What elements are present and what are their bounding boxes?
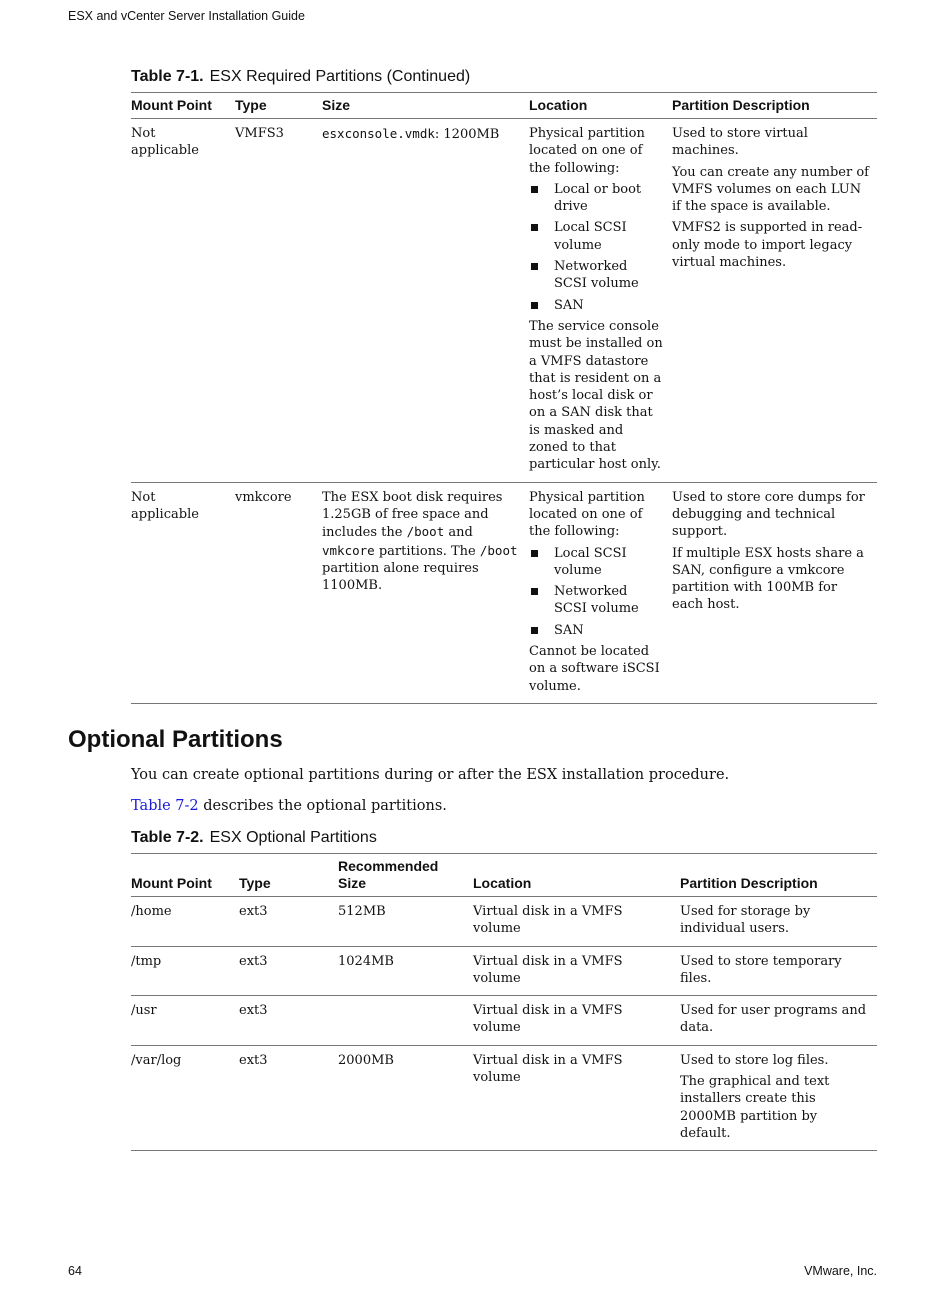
table-row (131, 482, 877, 703)
mount-point-cell: Not applicable (131, 482, 235, 703)
table-row (131, 897, 877, 947)
code-text: vmkcore (322, 542, 375, 558)
list-item: SAN (529, 297, 664, 314)
size-cell (338, 996, 473, 1046)
location-list (529, 181, 664, 314)
column-header: Location (529, 93, 672, 119)
location-intro: Physical partition located on one of the following: (529, 489, 645, 540)
column-header: Type (235, 93, 322, 119)
code-text: /boot (479, 542, 518, 558)
size-text: partition alone requires 1100MB. (322, 560, 479, 594)
column-header: Type (239, 854, 338, 897)
description-paragraph: Used to store log files. (680, 1052, 829, 1068)
size-cell: 1024MB (338, 946, 473, 996)
location-cell: Virtual disk in a VMFS volume (473, 1045, 680, 1150)
description-paragraph: Used to store virtual machines. (672, 126, 808, 159)
description-cell (680, 897, 877, 947)
list-item: Local or boot drive (529, 181, 664, 216)
list-item: Networked SCSI volume (529, 258, 664, 293)
type-cell: ext3 (239, 1045, 338, 1150)
running-header: ESX and vCenter Server Installation Guide (68, 9, 305, 23)
type-cell: ext3 (239, 996, 338, 1046)
size-cell: 2000MB (338, 1045, 473, 1150)
location-cell: Virtual disk in a VMFS volume (473, 897, 680, 947)
table2-title: ESX Optional Partitions (209, 829, 377, 846)
mount-point-cell: /var/log (131, 1045, 239, 1150)
description-cell (672, 482, 877, 703)
location-note: Cannot be located on a software iSCSI volume. (529, 644, 660, 694)
list-item: Local SCSI volume (529, 219, 664, 254)
body-paragraph: You can create optional partitions during or after the ESX installation procedure. (131, 767, 730, 783)
size-text: and (444, 525, 473, 541)
table1-label: Table 7-1. (131, 68, 204, 85)
location-cell: Virtual disk in a VMFS volume (473, 996, 680, 1046)
column-header: Location (473, 854, 680, 897)
location-cell (529, 119, 672, 483)
description-paragraph: Used for user programs and data. (680, 1003, 867, 1036)
column-header: Recommended Size (338, 854, 473, 897)
required-partitions-table (131, 92, 877, 704)
description-cell (680, 946, 877, 996)
location-cell: Virtual disk in a VMFS volume (473, 946, 680, 996)
code-text: /boot (406, 524, 445, 540)
location-note: The service console must be installed on a VMFS datastore that is resident on a host’s local disk or on a SAN disk that is masked and zoned to that particular host only. (529, 318, 663, 473)
type-cell: ext3 (239, 897, 338, 947)
description-paragraph: If multiple ESX hosts share a SAN, configure a vmkcore partition with 100MB for each host. (672, 545, 864, 613)
column-header: Partition Description (680, 854, 877, 897)
description-cell (672, 119, 877, 483)
size-cell (322, 482, 529, 703)
size-cell: 512MB (338, 897, 473, 947)
description-paragraph: The graphical and text installers create this 2000MB partition by default. (680, 1074, 830, 1141)
column-header: Mount Point (131, 854, 239, 897)
table-row (131, 946, 877, 996)
column-header: Mount Point (131, 93, 235, 119)
table-header-row (131, 854, 877, 897)
type-cell: vmkcore (235, 482, 322, 703)
description-cell (680, 1045, 877, 1150)
description-paragraph: Used for storage by individual users. (680, 904, 811, 937)
list-item: SAN (529, 622, 664, 639)
size-text: partitions. The (374, 543, 480, 559)
list-item: Local SCSI volume (529, 545, 664, 580)
location-list (529, 545, 664, 639)
location-cell (529, 482, 672, 703)
mount-point-cell: /home (131, 897, 239, 947)
table2-label: Table 7-2. (131, 829, 204, 846)
table1-title: ESX Required Partitions (Continued) (209, 68, 471, 85)
body-paragraph (131, 798, 447, 814)
type-cell: ext3 (239, 946, 338, 996)
table1-caption (131, 68, 470, 86)
description-paragraph: Used to store core dumps for debugging and technical support. (672, 489, 865, 540)
table-header-row (131, 93, 877, 119)
description-paragraph: Used to store temporary files. (680, 953, 842, 986)
table-row (131, 1045, 877, 1150)
column-header: Size (322, 93, 529, 119)
description-cell (680, 996, 877, 1046)
table-row (131, 119, 877, 483)
table-row (131, 996, 877, 1046)
code-text: esxconsole.vmdk (322, 126, 435, 141)
mount-point-cell: Not applicable (131, 119, 235, 483)
size-cell (322, 119, 529, 483)
location-intro: Physical partition located on one of the following: (529, 126, 645, 176)
page-number: 64 (68, 1264, 82, 1278)
list-item: Networked SCSI volume (529, 583, 664, 618)
column-header: Partition Description (672, 93, 877, 119)
size-text: The ESX boot disk requires 1.25GB of free space and includes the (322, 489, 503, 541)
table2-caption (131, 829, 377, 847)
footer-company: VMware, Inc. (804, 1264, 877, 1278)
section-heading: Optional Partitions (68, 726, 283, 753)
paragraph-text: describes the optional partitions. (198, 798, 447, 814)
type-cell: VMFS3 (235, 119, 322, 483)
table-7-2-link[interactable]: Table 7-2 (131, 798, 199, 814)
optional-partitions-table (131, 853, 877, 1151)
mount-point-cell: /tmp (131, 946, 239, 996)
description-paragraph: You can create any number of VMFS volumes on each LUN if the space is available. (672, 164, 869, 215)
description-paragraph: VMFS2 is supported in read-only mode to import legacy virtual machines. (672, 220, 863, 271)
mount-point-cell: /usr (131, 996, 239, 1046)
size-text: : 1200MB (434, 127, 500, 142)
